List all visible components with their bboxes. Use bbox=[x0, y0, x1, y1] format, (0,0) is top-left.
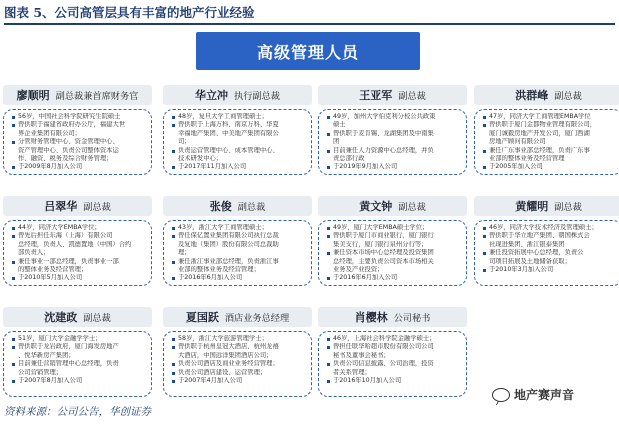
executive-card bbox=[318, 307, 467, 397]
bio-box bbox=[163, 220, 312, 286]
bio-line: 于2005年加入公司 bbox=[483, 163, 617, 171]
bio-line: 51岁，厦门大学金融学学士； bbox=[12, 335, 146, 343]
bio-line: 于2016年6月加入公司 bbox=[172, 274, 306, 282]
bio-line: 硕士 bbox=[333, 121, 346, 129]
bio-line: 部负责人； bbox=[18, 249, 50, 257]
bio-line: 于2007年8月加入公司 bbox=[12, 377, 146, 385]
executive-name: 廖顺明 bbox=[16, 89, 50, 102]
bio-line: 及复地（集团）股份有限公司总裁助 bbox=[178, 240, 279, 248]
bio-box bbox=[163, 331, 312, 397]
executive-card bbox=[163, 85, 312, 175]
bio-line: 、悦华新房产集团； bbox=[18, 351, 75, 359]
executive-card bbox=[318, 85, 467, 175]
bio-line: 作、融资、税务及综合财务管理； bbox=[18, 155, 113, 163]
bio-line: 于2017年11月加入公司 bbox=[172, 163, 306, 171]
bio-line: 业部的整体业务及经营管理 bbox=[489, 155, 565, 163]
bio-line: 分管财务管理中心、资金管理中心、 bbox=[12, 138, 146, 146]
bio-line: 技术研发中心； bbox=[178, 155, 223, 163]
executive-card bbox=[3, 196, 152, 286]
executive-title: 公司秘书 bbox=[393, 313, 431, 324]
executive-title: 副总裁 bbox=[398, 91, 426, 102]
bio-line: 理； bbox=[178, 249, 191, 257]
executive-name: 洪群峰 bbox=[515, 89, 549, 102]
executive-name: 沈建政 bbox=[44, 311, 78, 324]
name-bar bbox=[474, 85, 619, 105]
bio-line: 58岁，浙江大学旅游管理学士； bbox=[172, 335, 306, 343]
source-note: 资料来源：公司公告，华创证券 bbox=[4, 406, 151, 418]
bio-line: 于2010年3月加入公司 bbox=[483, 266, 617, 274]
executive-name: 华立冲 bbox=[195, 89, 229, 102]
bio-line: 兼任浙江事业部总经理，负责浙江事 bbox=[172, 258, 306, 266]
bio-line: 兼任资本市场中心总经理及投资集团 bbox=[327, 249, 461, 257]
watermark-text: 地产赛声音 bbox=[514, 388, 575, 402]
bio-line: 于2019年9月加入公司 bbox=[327, 163, 461, 171]
name-bar bbox=[163, 85, 312, 105]
bio-line: 负责运营管理中心、成本管理中心、 bbox=[172, 147, 306, 155]
executive-name: 王亚军 bbox=[359, 89, 393, 102]
section-banner: 高级管理人员 bbox=[196, 32, 420, 70]
bio-line: 曾供职于上海万科、南京万科、华夏 bbox=[172, 121, 306, 129]
bio-box bbox=[3, 109, 152, 175]
bio-line: 房地产顾问有限公司 bbox=[489, 138, 546, 146]
watermark bbox=[492, 386, 574, 403]
executive-name: 张俊 bbox=[209, 200, 232, 213]
bio-line: 厦门诚毅房地产开发公司，厦门西湖 bbox=[489, 129, 590, 137]
bio-line: 总经理，主要负责公司资本市场相关 bbox=[333, 257, 434, 265]
bio-box bbox=[318, 109, 467, 175]
executive-card bbox=[318, 196, 467, 286]
bio-line: 曾供职于厦门市商业银行，厦门银行 bbox=[327, 232, 461, 240]
bio-line: 56岁，中国社会科学院研究生院硕士 bbox=[12, 113, 146, 121]
bio-line: 的整体业务及经营管理； bbox=[18, 266, 88, 274]
executive-card bbox=[163, 307, 312, 397]
executive-name: 黄文钟 bbox=[359, 200, 393, 213]
bio-line: 曾供职于福建省政府办公厅，福建大世 bbox=[12, 121, 146, 129]
bio-line: 集美支行，厦门银行泉州分行等； bbox=[333, 240, 428, 248]
bio-line: 目前兼任营销管理中心总经理，负责 bbox=[12, 360, 146, 368]
bio-line: 44岁，同济大学EMBA学位； bbox=[12, 224, 146, 232]
name-bar bbox=[474, 196, 619, 216]
name-bar bbox=[318, 85, 467, 105]
executive-card bbox=[474, 85, 619, 175]
executive-card bbox=[474, 196, 619, 286]
executive-name: 夏国跃 bbox=[185, 311, 219, 324]
name-bar bbox=[318, 307, 467, 327]
bio-box bbox=[474, 109, 619, 175]
bio-box bbox=[3, 220, 152, 286]
bio-line: 大酒店，中国远洋集团酒店公司； bbox=[178, 351, 273, 359]
bio-line: 兼任广东事业部总经理，负责广东事 bbox=[483, 147, 617, 155]
bio-line: 曾先后担任东海（上海）有限公司 bbox=[12, 232, 146, 240]
bio-line: 43岁，浙江大学工商管理硕士； bbox=[172, 224, 306, 232]
executive-title: 副总裁 bbox=[554, 91, 582, 102]
name-bar bbox=[163, 196, 312, 216]
bio-line: 兼任事业一部总经理，负责事业一部 bbox=[12, 258, 146, 266]
executive-card bbox=[163, 196, 312, 286]
bio-line: 团 bbox=[333, 138, 340, 146]
executive-card bbox=[3, 307, 152, 397]
figure-title: 图表 5、公司高管层具有丰富的地产行业经验 bbox=[4, 3, 615, 25]
bio-line: 公司营销管理； bbox=[18, 368, 63, 376]
executive-title: 副总裁 bbox=[554, 202, 582, 213]
bio-line: 于2016年10月加入公司 bbox=[327, 377, 461, 385]
executive-name: 吕翠华 bbox=[44, 200, 78, 213]
executive-title: 副总裁兼首席财务官 bbox=[55, 91, 139, 102]
bio-box bbox=[3, 331, 152, 397]
bio-line: 界企业集团有限公司； bbox=[18, 129, 81, 137]
executive-title: 执行副总裁 bbox=[234, 91, 280, 102]
bio-line: 曾供职于龙岩政府，厦门海发房地产 bbox=[12, 343, 146, 351]
bio-line: 者关系管理； bbox=[333, 368, 371, 376]
bio-line: 曾供职于华立地产集团、朝国株式会 bbox=[483, 232, 617, 240]
name-bar bbox=[3, 85, 152, 105]
bio-box bbox=[318, 331, 467, 397]
name-bar bbox=[3, 196, 152, 216]
bio-box bbox=[318, 220, 467, 286]
executive-title: 副总裁 bbox=[83, 313, 111, 324]
bio-line: 49岁，厦门大学EMBA硕士学位； bbox=[327, 224, 461, 232]
bio-line: 曾任保亿置业集团有限公司执行总裁 bbox=[172, 232, 306, 240]
bio-line: 秘书及董事会秘书； bbox=[333, 351, 390, 359]
bio-line: 曾担任联华哈超市股份有限公司公司 bbox=[327, 343, 461, 351]
bio-line: 曾供职于厦门金都物业管理有限公司， bbox=[483, 121, 617, 129]
bio-line: 49岁，加州大学伯克利分校公共政策 bbox=[327, 113, 461, 121]
bio-line: 负责公司信息披露、公司治理，投资 bbox=[327, 360, 461, 368]
chat-bubble-icon bbox=[492, 388, 510, 402]
bio-line: 于2007年4月加入公司 bbox=[172, 377, 306, 385]
bio-line: 业部的整体业务及经营管理； bbox=[178, 266, 260, 274]
bio-line: 46岁，同济大学技术经济及管理硕士； bbox=[483, 224, 617, 232]
bio-line: 曾供职于麦肯锡、龙湖集团及中南集 bbox=[327, 130, 461, 138]
bio-line: 于2010年5月加入公司 bbox=[12, 274, 146, 282]
bio-line: 资产管理中心、负责公司整体资本运 bbox=[18, 146, 119, 154]
name-bar bbox=[163, 307, 312, 327]
bio-line: 负责公司酒店建设、运营管理； bbox=[172, 369, 306, 377]
bio-line: 司项目拓展及土地储备获取； bbox=[489, 257, 571, 265]
bio-line: 责总部行政 bbox=[333, 155, 365, 163]
bio-line: 48岁，复旦大学工商管理硕士； bbox=[172, 113, 306, 121]
bio-line: 社现进集团、浙江银泰集团 bbox=[489, 240, 565, 248]
bio-line: 负责公司酒店及商业业务经营管理； bbox=[172, 360, 306, 368]
executive-title: 副总裁 bbox=[83, 202, 111, 213]
bio-line: 司； bbox=[178, 138, 191, 146]
executive-title: 酒店业务总经理 bbox=[224, 313, 290, 324]
executive-title: 副总裁 bbox=[398, 202, 426, 213]
bio-line: 总经理，负责人、凯德置地（中国）合约 bbox=[18, 240, 132, 248]
name-bar bbox=[3, 307, 152, 327]
name-bar bbox=[318, 196, 467, 216]
bio-box bbox=[474, 220, 619, 286]
executive-name: 肖樱林 bbox=[354, 311, 388, 324]
bio-line: 于2016年6月加入公司 bbox=[327, 274, 461, 282]
bio-line: 兼任投资拓展中心总经理，负责公 bbox=[483, 249, 617, 257]
bio-line: 47岁，同济大学工商管理EMBA学位 bbox=[483, 113, 617, 121]
bio-line: 46岁，上海社会科学院金融学硕士； bbox=[327, 335, 461, 343]
bio-line: 目前兼任人力资源中心总经理，并负 bbox=[327, 147, 461, 155]
executive-card bbox=[3, 85, 152, 175]
executive-title: 副总裁 bbox=[237, 202, 266, 213]
bio-line: 幸福地产集团、中美地产集团有限公 bbox=[178, 129, 279, 137]
executive-name: 黄耀明 bbox=[515, 200, 549, 213]
bio-line: 业务及产业投资； bbox=[333, 266, 384, 274]
bio-box bbox=[163, 109, 312, 175]
bio-line: 于2009年8月加入公司 bbox=[12, 163, 146, 171]
bio-line: 曾供职于杭州皇冠大酒店、杭州龙禧 bbox=[172, 343, 306, 351]
